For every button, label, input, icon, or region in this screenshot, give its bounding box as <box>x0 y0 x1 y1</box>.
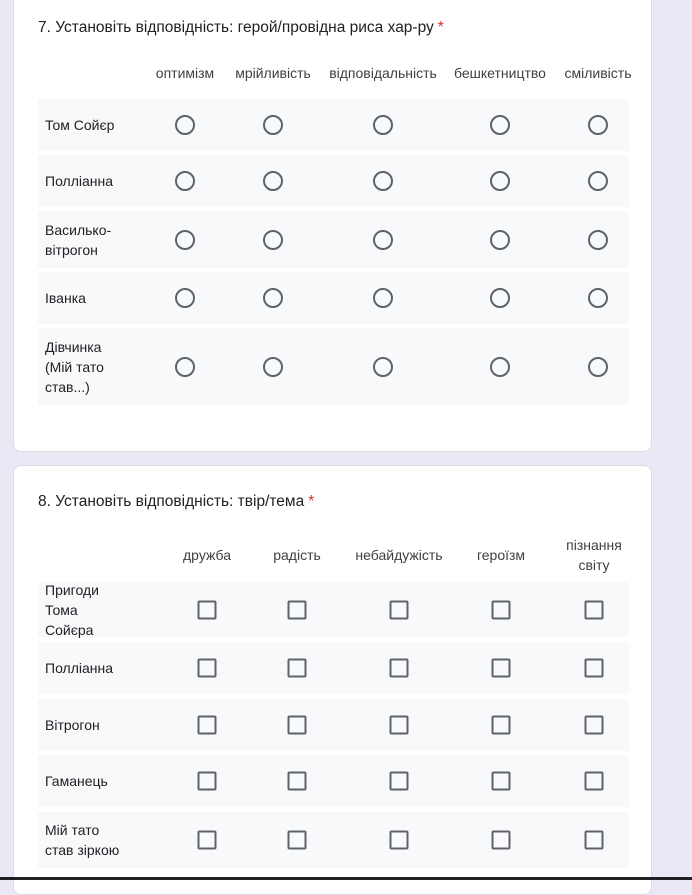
radio-button[interactable] <box>490 171 510 191</box>
checkbox[interactable] <box>585 772 604 791</box>
column-header: дружба <box>183 547 231 563</box>
row-label: Гаманець <box>45 773 108 789</box>
checkbox[interactable] <box>492 831 511 850</box>
row-label: Василько-вітрогон <box>45 221 112 258</box>
row-label: Вітрогон <box>45 717 100 733</box>
column-header: героїзм <box>476 547 526 563</box>
radio-button[interactable] <box>373 171 393 191</box>
radio-button[interactable] <box>490 288 510 308</box>
grid-row <box>38 582 629 637</box>
checkbox[interactable] <box>198 600 217 619</box>
radio-button[interactable] <box>490 115 510 135</box>
radio-button[interactable] <box>588 230 608 250</box>
checkbox[interactable] <box>288 600 307 619</box>
grid-row <box>38 699 629 751</box>
checkbox[interactable] <box>198 772 217 791</box>
radio-button[interactable] <box>175 357 195 377</box>
checkbox[interactable] <box>288 659 307 678</box>
checkbox[interactable] <box>198 831 217 850</box>
required-asterisk: * <box>437 19 444 36</box>
radio-button[interactable] <box>263 357 283 377</box>
radio-button[interactable] <box>373 230 393 250</box>
radio-button[interactable] <box>588 357 608 377</box>
radio-button[interactable] <box>175 171 195 191</box>
row-label: Поллiанна <box>45 173 114 189</box>
radio-button[interactable] <box>373 115 393 135</box>
radio-button[interactable] <box>263 230 283 250</box>
grid-row <box>38 812 629 868</box>
column-header: відповідальність <box>329 65 437 81</box>
checkbox[interactable] <box>390 600 409 619</box>
column-header: бешкетництво <box>454 65 546 81</box>
checkbox[interactable] <box>492 716 511 735</box>
checkbox[interactable] <box>585 659 604 678</box>
checkbox[interactable] <box>585 716 604 735</box>
column-header: оптимізм <box>155 65 215 81</box>
checkbox[interactable] <box>390 659 409 678</box>
checkbox[interactable] <box>288 772 307 791</box>
radio-button[interactable] <box>263 288 283 308</box>
column-header: сміливість <box>564 65 632 81</box>
radio-button[interactable] <box>175 115 195 135</box>
checkbox[interactable] <box>390 831 409 850</box>
grid-row <box>38 328 629 405</box>
checkbox[interactable] <box>492 772 511 791</box>
radio-button[interactable] <box>263 115 283 135</box>
radio-button[interactable] <box>588 115 608 135</box>
row-label: Дівчинка (Мій тато став...) <box>45 338 104 395</box>
checkbox[interactable] <box>585 831 604 850</box>
checkbox[interactable] <box>288 831 307 850</box>
checkbox[interactable] <box>390 716 409 735</box>
checkbox[interactable] <box>390 772 409 791</box>
grid-row <box>38 211 629 268</box>
radio-button[interactable] <box>490 230 510 250</box>
column-header: небайдужість <box>355 547 443 563</box>
required-asterisk: * <box>308 493 315 510</box>
checkbox[interactable] <box>585 600 604 619</box>
column-header: пізнання світу <box>566 537 622 573</box>
question-card-7 <box>13 0 652 452</box>
column-header: мрійливість <box>235 65 311 81</box>
row-label: Поллiанна <box>45 660 114 676</box>
checkbox[interactable] <box>288 716 307 735</box>
question-title: 7. Установіть відповідність: герой/провідна риса хар-ру * <box>38 19 444 36</box>
row-label: Пригоди Тома Сойєра <box>45 581 99 638</box>
grid-row <box>38 272 629 324</box>
row-label: Іванка <box>45 290 86 306</box>
radio-button[interactable] <box>373 288 393 308</box>
row-label: Том Сойєр <box>45 117 115 133</box>
column-header: радість <box>273 547 321 563</box>
radio-button[interactable] <box>490 357 510 377</box>
radio-button[interactable] <box>588 171 608 191</box>
radio-button[interactable] <box>175 230 195 250</box>
radio-button[interactable] <box>373 357 393 377</box>
checkbox[interactable] <box>492 659 511 678</box>
checkbox[interactable] <box>198 659 217 678</box>
row-label: Мій тато став зіркою <box>45 822 120 858</box>
checkbox[interactable] <box>198 716 217 735</box>
radio-button[interactable] <box>263 171 283 191</box>
radio-button[interactable] <box>175 288 195 308</box>
grid-row <box>38 755 629 807</box>
question-card-8 <box>13 465 652 895</box>
checkbox[interactable] <box>492 600 511 619</box>
grid-row <box>38 155 629 207</box>
radio-button[interactable] <box>588 288 608 308</box>
grid-row <box>38 99 629 151</box>
question-title: 8. Установіть відповідність: твір/тема * <box>38 493 315 510</box>
grid-row <box>38 642 629 694</box>
